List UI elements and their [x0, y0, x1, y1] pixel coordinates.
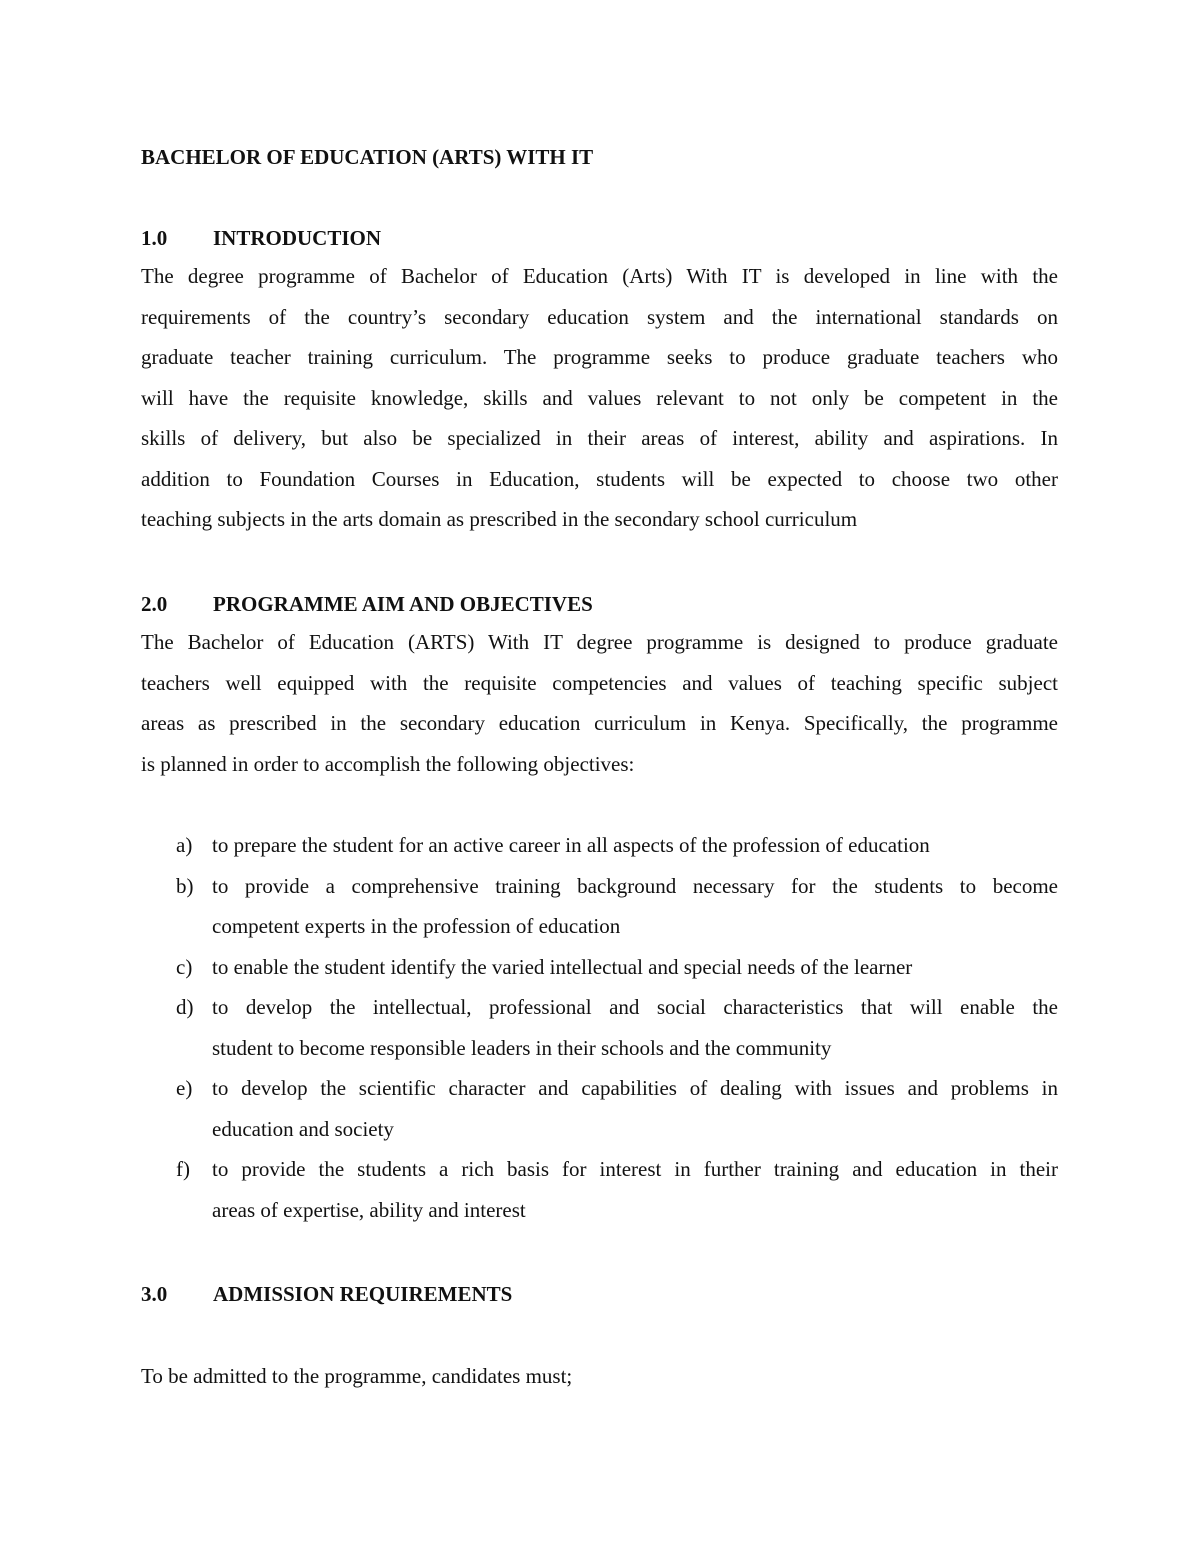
list-item-line: education and society — [212, 1116, 394, 1141]
list-marker: b) — [176, 873, 194, 898]
list-marker: c) — [176, 954, 193, 979]
list-item-line: to develop the scientific character and capabilities of dealing with issues and problems in — [212, 1076, 1058, 1100]
list-marker: f) — [176, 1157, 190, 1181]
paragraph-line: is planned in order to accomplish the following objectives: — [141, 751, 635, 776]
paragraph-line: will have the requisite knowledge, skills and values relevant to not only be competent in the — [141, 385, 1058, 410]
paragraph-line: The degree programme of Bachelor of Education (Arts) With IT is developed in line with the — [141, 264, 1058, 288]
section-heading-aims — [141, 590, 593, 618]
paragraph-line: teaching subjects in the arts domain as prescribed in the secondary school curriculum — [141, 507, 858, 531]
section-number: 1.0 — [141, 226, 168, 250]
paragraph-line: The Bachelor of Education (ARTS) With IT degree programme is designed to produce graduate — [141, 630, 1058, 654]
section-heading-introduction — [141, 224, 381, 252]
list-item — [141, 1068, 1058, 1149]
admission-lead-in: To be admitted to the programme, candidates must; — [141, 1364, 573, 1388]
paragraph-line: teachers well equipped with the requisite competencies and values of teaching specific subject — [141, 670, 1058, 695]
paragraph-line: skills of delivery, but also be specialized in their areas of interest, ability and aspirations. In — [141, 426, 1058, 450]
section-title: PROGRAMME AIM AND OBJECTIVES — [213, 592, 593, 616]
section-number: 3.0 — [141, 1282, 168, 1306]
section-title: ADMISSION REQUIREMENTS — [213, 1282, 513, 1306]
document-title: BACHELOR OF EDUCATION (ARTS) WITH IT — [141, 145, 594, 169]
paragraph-line: requirements of the country’s secondary education system and the international standards on — [141, 304, 1058, 329]
list-item — [141, 825, 1058, 866]
introduction-paragraph — [141, 256, 1058, 540]
list-item-line: to provide the students a rich basis for interest in further training and education in their — [212, 1157, 1058, 1181]
section-heading-admission — [141, 1280, 512, 1308]
list-item-line: student to become responsible leaders in their schools and the community — [212, 1035, 832, 1060]
list-item — [141, 1149, 1058, 1230]
list-marker: d) — [176, 995, 194, 1019]
list-item-line: to develop the intellectual, professional and social characteristics that will enable the — [212, 995, 1058, 1019]
objectives-list — [141, 825, 1058, 1230]
list-item — [141, 866, 1058, 947]
list-item-line: to prepare the student for an active career in all aspects of the profession of education — [212, 833, 930, 857]
list-item — [141, 947, 1058, 988]
paragraph-line: graduate teacher training curriculum. The programme seeks to produce graduate teachers who — [141, 345, 1058, 369]
section-number: 2.0 — [141, 592, 168, 616]
paragraph-line: addition to Foundation Courses in Education, students will be expected to choose two other — [141, 466, 1058, 491]
list-item — [141, 987, 1058, 1068]
section-title: INTRODUCTION — [213, 226, 382, 250]
list-item-line: areas of expertise, ability and interest — [212, 1197, 526, 1222]
list-item-line: to provide a comprehensive training background necessary for the students to become — [212, 873, 1058, 898]
list-marker: a) — [176, 833, 193, 857]
aims-paragraph — [141, 622, 1058, 784]
list-marker: e) — [176, 1076, 193, 1100]
list-item-line: to enable the student identify the varied intellectual and special needs of the learner — [212, 954, 913, 979]
list-item-line: competent experts in the profession of education — [212, 914, 621, 938]
paragraph-line: areas as prescribed in the secondary education curriculum in Kenya. Specifically, the programme — [141, 711, 1058, 735]
